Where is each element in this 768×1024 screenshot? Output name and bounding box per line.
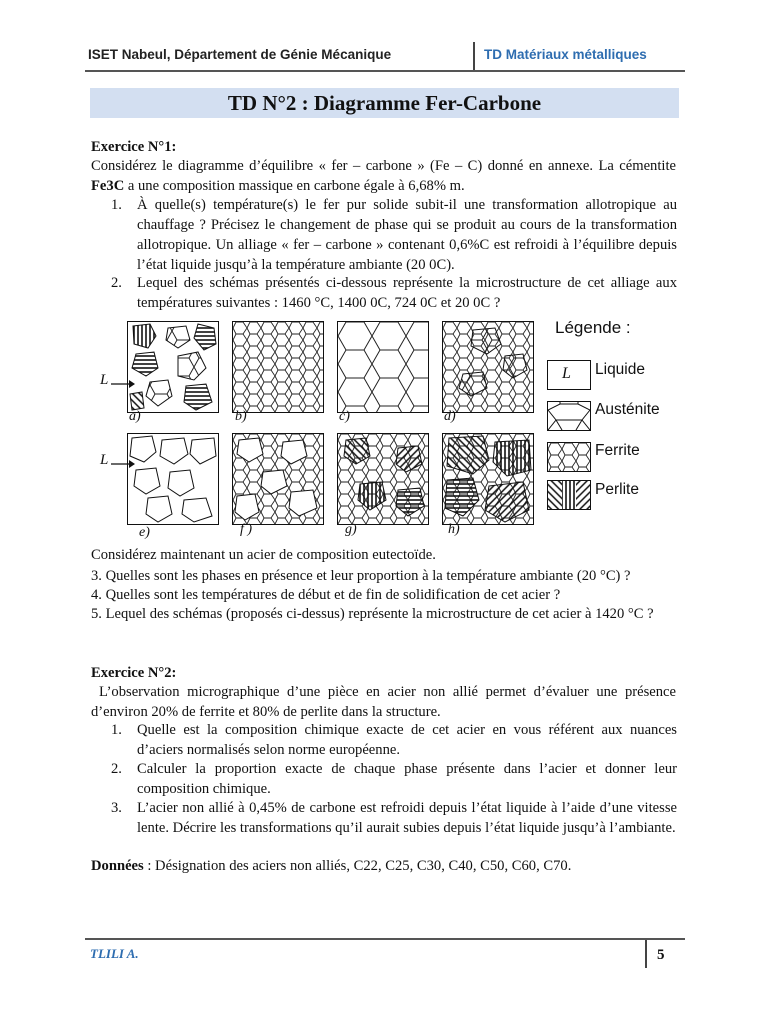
caption-d: d): [444, 409, 456, 424]
ex1-intro-post: a une composition massique en carbone égale à 6,68% m.: [124, 178, 465, 194]
ex2-question-3: [111, 798, 677, 838]
caption-a: a): [129, 409, 141, 424]
ex1-heading: Exercice N°1:: [91, 139, 177, 155]
schema-b: [232, 321, 324, 413]
legend-label-liquid: Liquide: [595, 361, 645, 378]
arrow-right-icon: [111, 379, 135, 389]
ex1-q2-text: Lequel des schémas présentés ci-dessous représente la microstructure de cet alliage aux températures suivantes : 1460 °C, 1400 0C, 724 0C et 20 0C ?: [137, 275, 677, 311]
schema-e: [127, 433, 219, 525]
legend-swatch-austenite: [547, 401, 591, 431]
liquid-marker-row2: L: [100, 452, 109, 468]
legend-label-perlite: Perlite: [595, 481, 639, 498]
footer-author: TLILI A.: [90, 946, 139, 961]
ex2-q1-text: Quelle est la composition chimique exacte de cet acier en vous référent aux nuances d’aciers normalisés selon norme européenne.: [137, 722, 677, 758]
ex2-question-2: [111, 759, 677, 799]
schema-h: [442, 433, 534, 525]
legend-label-ferrite: Ferrite: [595, 442, 640, 459]
ex2-q3-number: 3.: [111, 800, 122, 816]
caption-h: h): [448, 522, 460, 537]
legend-swatch-liquid: [547, 360, 591, 390]
schema-c: [337, 321, 429, 413]
ex2-question-1: [111, 720, 677, 760]
legend-swatch-perlite: [547, 480, 591, 510]
ex1-question-4: 4. Quelles sont les températures de début et de fin de solidification de cet acier ?: [91, 587, 561, 603]
legend-title: Légende :: [555, 318, 631, 337]
microstructure-figure: [95, 315, 685, 550]
ex2-data-text: : Désignation des aciers non alliés, C22, C25, C30, C40, C50, C60, C70.: [143, 858, 572, 874]
ex2-q2-number: 2.: [111, 761, 122, 777]
legend-liquid-letter: L: [562, 365, 571, 382]
ex1-q1-number: 1.: [111, 197, 122, 213]
arrow-right-icon: [111, 459, 135, 469]
ex1-intro-bold: Fe3C: [91, 178, 125, 194]
schema-f: [232, 433, 324, 525]
footer-rule: [85, 938, 685, 940]
ex1-eutectoid-intro: Considérez maintenant un acier de composition eutectoïde.: [91, 547, 436, 563]
page-title: TD N°2 : Diagramme Fer-Carbone: [227, 91, 542, 115]
liquid-marker-row1: L: [100, 372, 109, 388]
footer-separator: [645, 940, 647, 968]
header-course: TD Matériaux métalliques: [484, 47, 647, 62]
ex1-intro-pre: Considérez le diagramme d’équilibre « fer – carbone » (Fe – C) donné en annexe. La cémentite: [91, 158, 676, 174]
caption-e: e): [139, 525, 150, 540]
ex1-question-5: 5. Lequel des schémas (proposés ci-dessus) représente la microstructure de cet acier à 1420 °C ?: [91, 606, 654, 622]
legend-label-austenite: Austénite: [595, 401, 660, 418]
page-number: 5: [657, 947, 665, 963]
schema-a: [127, 321, 219, 413]
title-bar: [90, 88, 679, 118]
ex1-intro: [91, 156, 676, 196]
ex2-q2-text: Calculer la proportion exacte de chaque phase présente dans l’acier et donner leur composition chimique.: [137, 761, 677, 797]
page-footer: [85, 938, 685, 968]
ex2-q1-number: 1.: [111, 722, 122, 738]
schema-g: [337, 433, 429, 525]
header-separator: [473, 42, 475, 70]
legend-swatch-ferrite: [547, 442, 591, 472]
page-header: [85, 42, 685, 72]
caption-g: g): [345, 522, 357, 537]
ex2-data-label: Données: [91, 858, 144, 874]
ex2-q3-text: L’acier non allié à 0,45% de carbone est refroidi depuis l’état liquide à l’aide d’une vitesse lente. Décrire les transformations qu’il aurait subies depuis l’état liquide jusqu’à l’ambiante.: [137, 800, 677, 836]
ex2-heading: Exercice N°2:: [91, 665, 177, 681]
caption-b: b): [235, 409, 247, 424]
caption-f: f ): [240, 522, 253, 537]
ex1-q2-number: 2.: [111, 275, 122, 291]
ex1-question-3: 3. Quelles sont les phases en présence et leur proportion à la température ambiante (20 °C) ?: [91, 568, 631, 584]
header-institution: ISET Nabeul, Département de Génie Mécanique: [88, 47, 392, 62]
caption-c: c): [339, 409, 350, 424]
ex2-data: [91, 856, 676, 876]
header-rule: [85, 70, 685, 72]
ex1-question-2: [111, 273, 677, 313]
ex1-q1-text: À quelle(s) température(s) le fer pur solide subit-il une transformation allotropique au chauffage ? Précisez le changement de phase qui se produit au cours de la transformation allotropique. Un alliage « fer – carbone » contenant 0,6%C est refroidi à l’équilibre depuis l’état liquide jusqu’à la température ambiante (20 0C).: [137, 197, 677, 273]
ex2-intro: L’observation micrographique d’une pièce en acier non allié permet d’évaluer une présence d’environ 20% de ferrite et 80% de perlite dans la structure.: [91, 684, 676, 720]
ex1-question-1: [111, 195, 677, 275]
schema-d: [442, 321, 534, 413]
